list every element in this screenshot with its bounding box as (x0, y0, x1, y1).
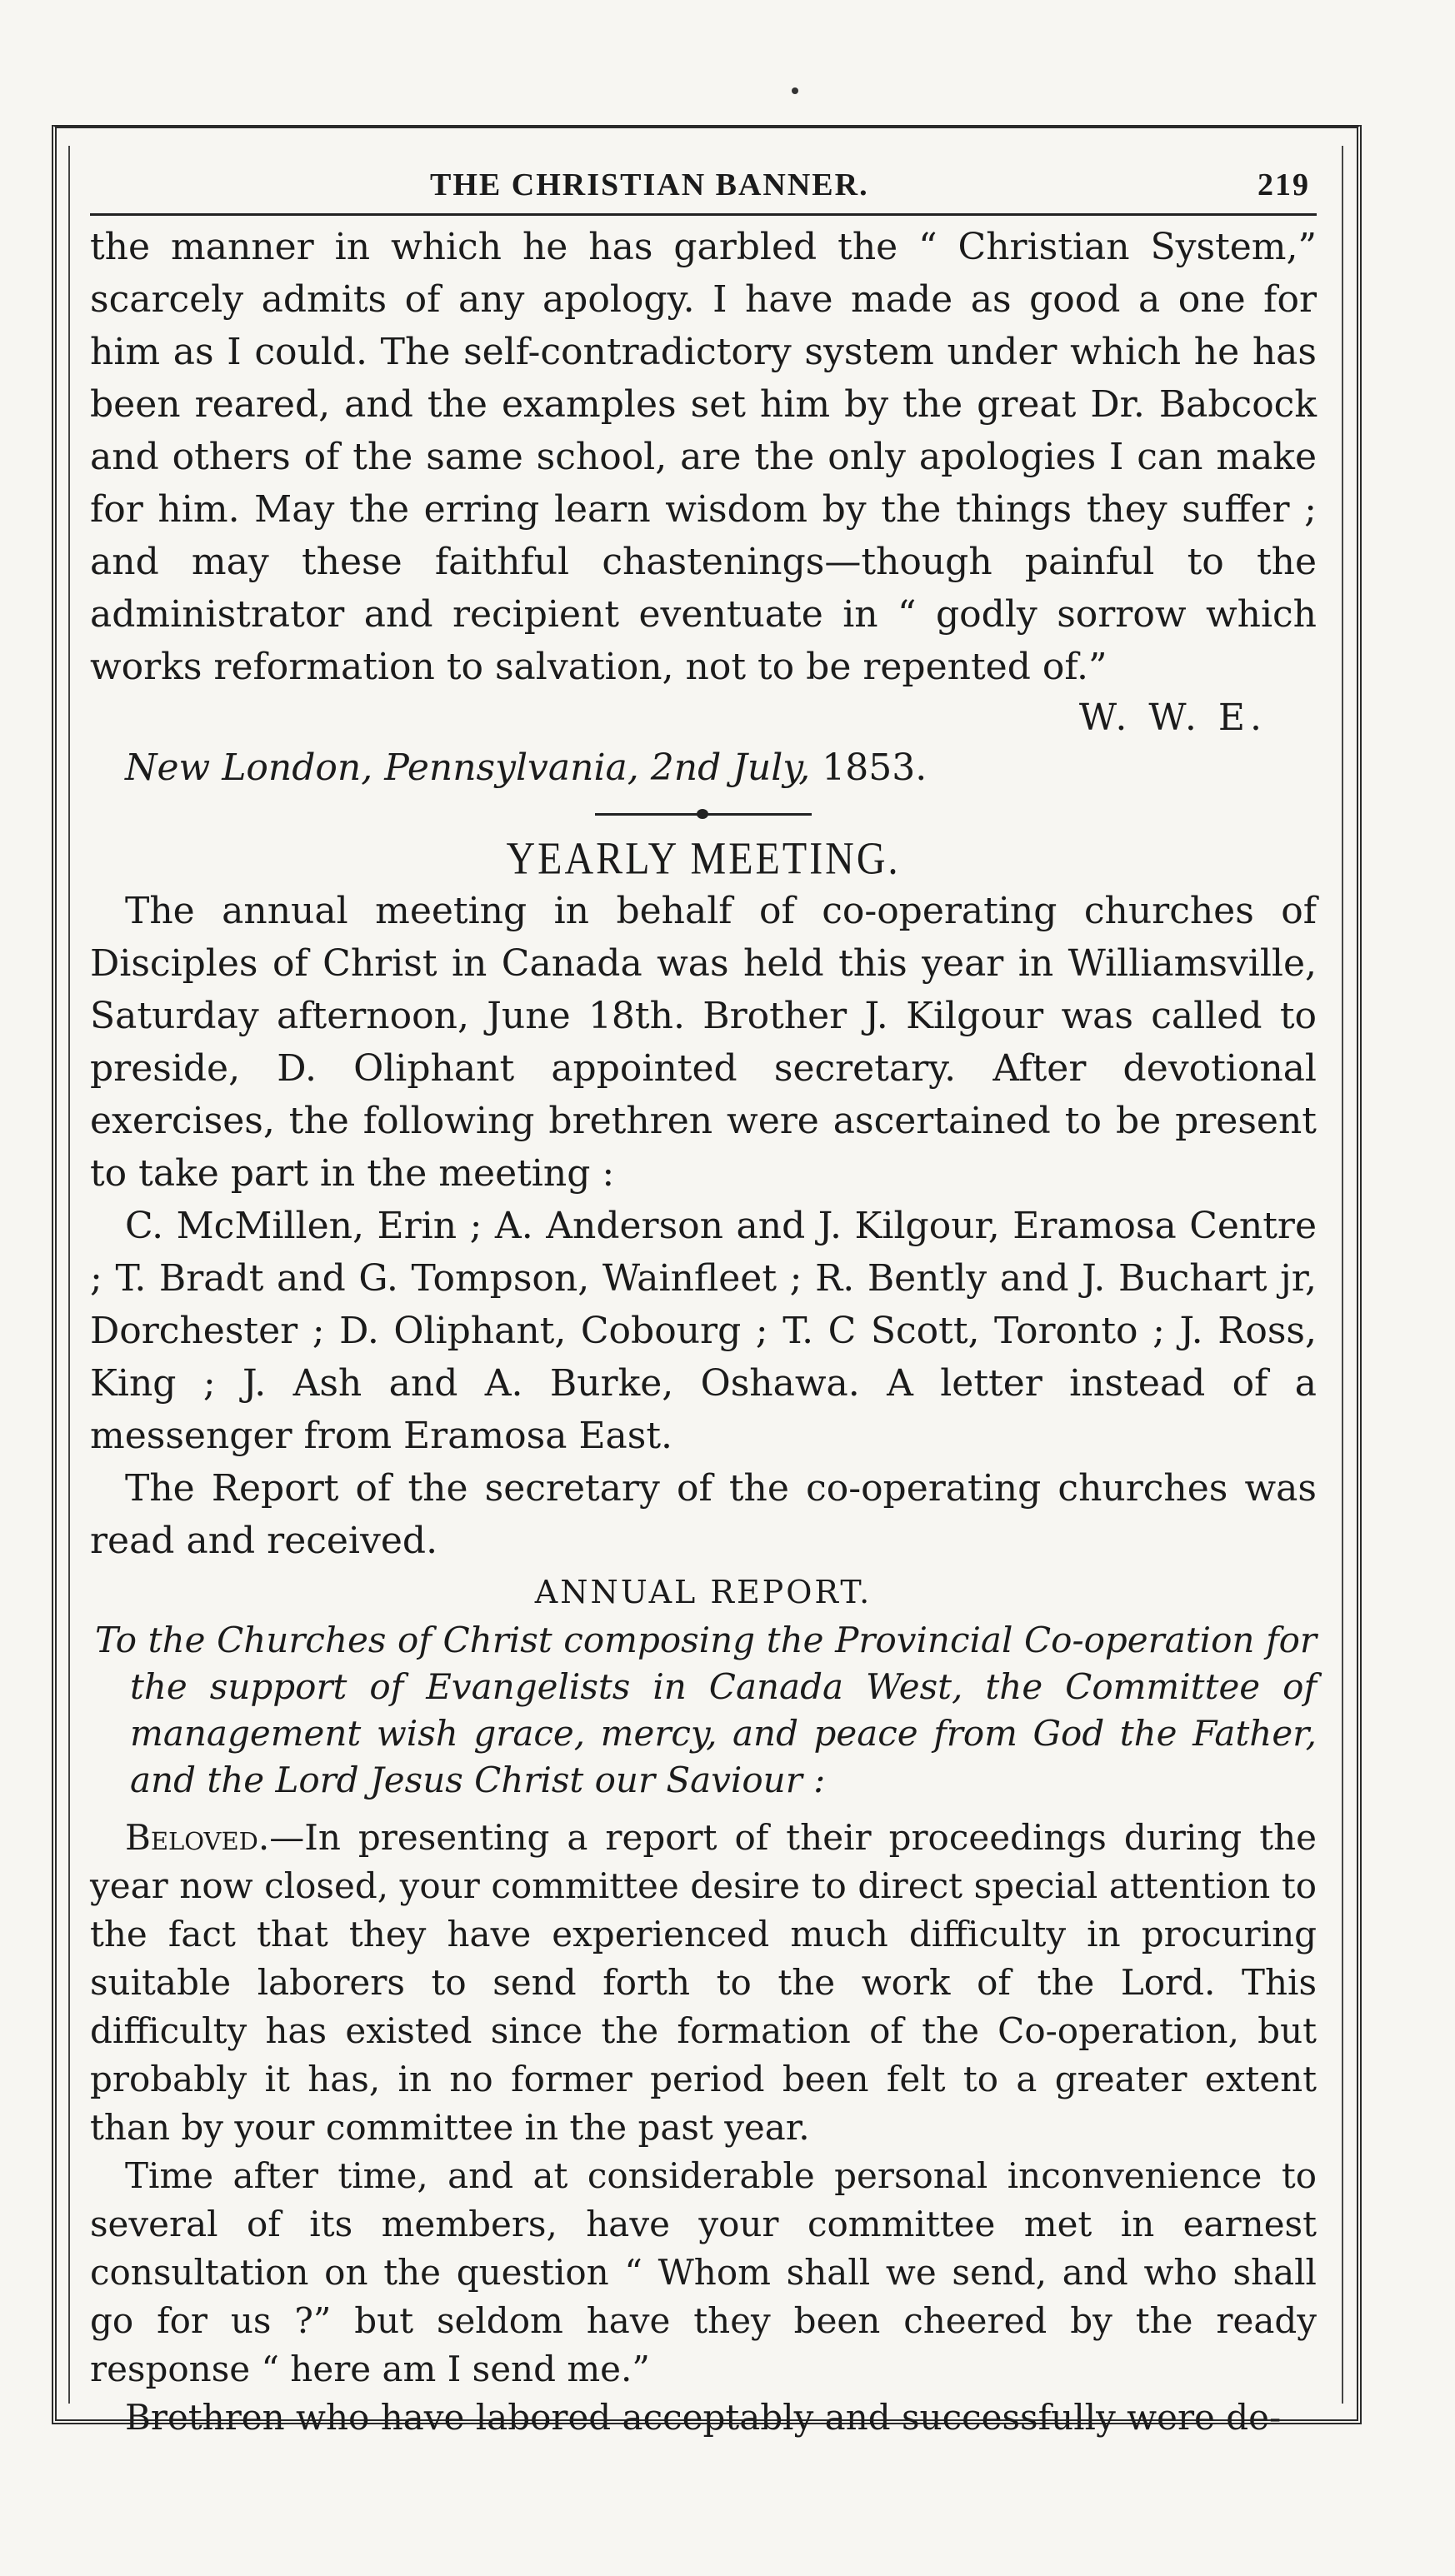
report-received-paragraph: The Report of the secretary of the co-operating churches was read and received. (90, 1467, 1317, 1562)
yearly-meeting-paragraph-1: The annual meeting in behalf of co-operating churches of Disciples of Christ in Canada was held this year in Williamsville, Saturday afternoon, June 18th. Brother J. Kilgour was called to preside, D. Oliphant appointed secretary. After devotional exercises, the following brethren were ascertained to be present to take part in the meeting : (90, 890, 1317, 1195)
article-closing-paragraph: the manner in which he has garbled the “ Christian System,” scarcely admits of any apology. I have made as good a one for him as I could. The self-contradictory system under which he has been reared, and the examples set him by the great Dr. Babcock and others of the same school, are the only apologies I can make for him. May the erring learn wisdom by the things they suffer ; and may these faithful chastenings—though painful to the administrator and recipient eventuate in “ godly sorrow which works reformation to salvation, not to be repented of.” (90, 226, 1317, 688)
report-paragraph-1-text: —In presenting a report of their proceedings during the year now closed, your committee desire to direct special attention to the fact that they have experienced much difficulty in procuring suitable laborers to send forth to the work of the Lord. This difficulty has existed since the formation of the Co-operation, but probably it has, in no former period been felt to a greater extent than by your committee in the past year. (90, 1817, 1317, 2148)
report-paragraph-1 (90, 1814, 1317, 2152)
running-title: THE CHRISTIAN BANNER. (430, 167, 869, 202)
salutation: Beloved. (125, 1817, 270, 1858)
ink-speck (792, 87, 798, 94)
inner-rule-left (68, 146, 70, 2404)
dateline-year: 1853. (822, 746, 928, 789)
report-paragraph-3: Brethren who have labored acceptably and successfully were de- (125, 2397, 1282, 2438)
attendees-paragraph: C. McMillen, Erin ; A. Anderson and J. Kilgour, Eramosa Centre ; T. Bradt and G. Tompson, Wainfleet ; R. Bently and J. Buchart jr, Dorchester ; D. Oliphant, Cobourg ; T. C Scott, Toronto ; J. Ross, King ; J. Ash and A. Burke, Oshawa. A letter instead of a messenger from Eramosa East. (90, 1205, 1317, 1457)
report-paragraph-2: Time after time, and at considerable personal inconvenience to several of its members, have your committee met in earnest consultation on the question “ Whom shall we send, and who shall go for us ?” but seldom have they been cheered by the ready response “ here am I send me.” (90, 2155, 1317, 2389)
section-separator (595, 813, 812, 816)
report-address: To the Churches of Christ composing the Provincial Co-operation for the support of Evangelists in Canada West, the Committee of management wish grace, mercy, and peace from God the Father, and the Lord Jesus Christ our Saviour : (95, 1620, 1317, 1800)
dateline-place: New London, Pennsylvania, 2nd July, (125, 746, 811, 789)
annual-report-title: ANNUAL REPORT. (534, 1574, 872, 1610)
yearly-meeting-title: YEARLY MEETING. (506, 833, 901, 884)
page-content (90, 158, 1317, 2442)
page-number: 219 (1258, 167, 1310, 202)
author-signature: W. W. E. (1078, 696, 1267, 739)
inner-rule-right (1342, 146, 1343, 2404)
running-header (90, 158, 1317, 216)
dateline (125, 743, 1317, 793)
